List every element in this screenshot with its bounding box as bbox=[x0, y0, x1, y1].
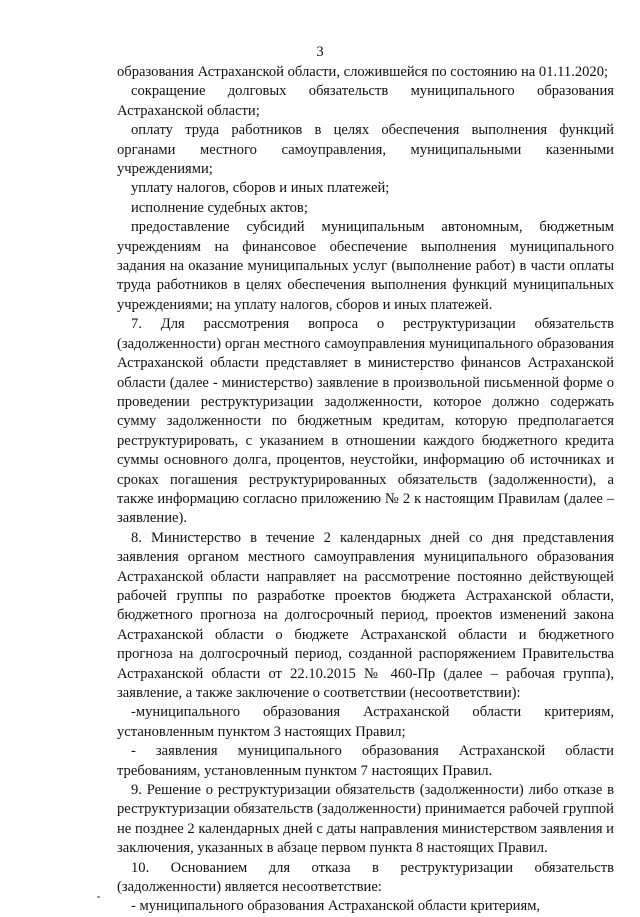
paragraph: -муниципального образования Астраханской области критериям, установленным пунктом 3 настоящих Правил; bbox=[117, 704, 614, 740]
page-number: 3 bbox=[316, 44, 324, 60]
paragraph: оплату труда работников в целях обеспечения выполнения функций органами местного самоуправления, муниципальными казенными учреждениями; bbox=[117, 122, 614, 178]
paragraph: предоставление субсидий муниципальным автономным, бюджетным учреждениям на финансовое обеспечение выполнения муниципального задания на оказание муниципальных услуг (выполнение работ) в части оплаты труда работников в целях обеспечения выполнения функций муниципальных учреждениями; на уплату налогов, сборов и иных платежей. bbox=[117, 219, 614, 313]
paragraph: сокращение долговых обязательств муниципального образования Астраханской области; bbox=[117, 83, 614, 119]
scan-speck bbox=[97, 896, 100, 898]
paragraph: исполнение судебных актов; bbox=[131, 199, 308, 216]
paragraph: уплату налогов, сборов и иных платежей; bbox=[131, 180, 390, 197]
paragraph: 9. Решение о реструктуризации обязательств (задолженности) либо отказе в реструктуризации обязательств (задолженности) принимается рабочей группой не позднее 2 календарных дней с даты направления министерством заявления и заключения, указанных в абзаце первом пункта 8 настоящих Правил. bbox=[117, 782, 614, 857]
document-body bbox=[117, 63, 614, 917]
paragraph: образования Астраханской области, сложившейся по состоянию на 01.11.2020; bbox=[117, 64, 609, 80]
paragraph: 8. Министерство в течение 2 календарных дней со дня представления заявления органом местного самоуправления муниципального образования Астраханской области направляет на рассмотрение постоянно действующей рабочей группы по разработке проектов бюджета Астраханской области, бюджетного прогноза на долгосрочный период, проектов изменений закона Астраханской области о бюджете Астраханской области и бюджетного прогноза на долгосрочный период, созданной распоряжением Правительства Астраханской области от 22.10.2015 № 460-Пр (далее – рабочая группа), заявление, а также заключение о соответствии (несоответствии): bbox=[117, 529, 614, 701]
paragraph: 7. Для рассмотрения вопроса о реструктуризации обязательств (задолженности) орган местного самоуправления муниципального образования Астраханской области представляет в министерство финансов Астраханской области (далее - министерство) заявление в произвольной письменной форме о проведении реструктуризации задолженности, которое должно содержать сумму задолженности по бюджетным кредитам, которую предполагается реструктурировать, с указанием в отношении каждого бюджетного кредита суммы основного долга, процентов, неустойки, информацию об источниках и сроках погашения реструктурированных обязательств (задолженности), а также информацию согласно приложению № 2 к настоящим Правилам (далее – заявление). bbox=[117, 316, 614, 527]
paragraph: 10. Основанием для отказа в реструктуризации обязательств (задолженности) является несоответствие: bbox=[117, 859, 614, 896]
paragraph: - муниципального образования Астраханской области критериям, bbox=[131, 898, 541, 915]
paragraph: - заявления муниципального образования Астраханской области требованиям, установленным пунктом 7 настоящих Правил. bbox=[117, 743, 614, 779]
